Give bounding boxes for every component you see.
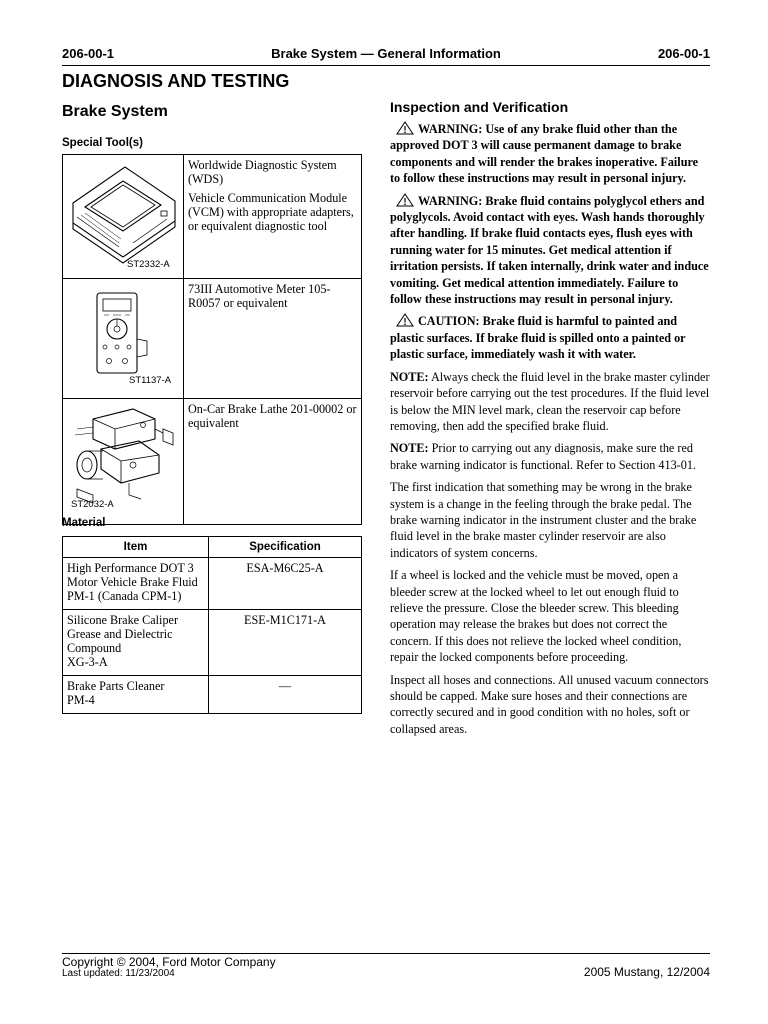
tool-name: Worldwide Diagnostic System (WDS): [188, 158, 337, 186]
material-heading: Material: [62, 517, 106, 529]
tool-row: [63, 399, 362, 525]
header-title: Brake System — General Information: [271, 46, 501, 61]
material-spec: ESA-M6C25-A: [209, 558, 362, 610]
column-header-item: Item: [63, 537, 209, 558]
tool-figure-cell: [63, 399, 184, 525]
model-date-text: 2005 Mustang, 12/2004: [583, 965, 710, 979]
figure-label: ST1137-A: [129, 375, 172, 386]
caution-paragraph: [390, 313, 710, 362]
diagnostic-system-illustration: [63, 155, 183, 273]
material-spec: —: [209, 676, 362, 714]
section-title: Brake System: [62, 103, 168, 120]
caution-triangle-icon: [396, 313, 414, 327]
table-row: [63, 558, 362, 610]
material-item: Brake Parts Cleaner PM-4: [63, 676, 209, 714]
running-header: [62, 46, 710, 64]
tool-figure-cell: [63, 279, 184, 399]
inspection-heading: Inspection and Verification: [390, 99, 569, 115]
special-tools-heading: Special Tool(s): [62, 137, 143, 149]
page-title: DIAGNOSIS AND TESTING: [62, 71, 290, 91]
note-paragraph: [390, 369, 710, 435]
tool-name: On-Car Brake Lathe 201-00002 or equivalent: [188, 402, 357, 430]
body-paragraph: Inspect all hoses and connections. All unused vacuum connectors should be capped. Make sure hoses and their connections are correctly secured and in good condition with no holes, soft or collapsed areas.: [390, 672, 709, 736]
tool-description: [184, 279, 362, 399]
note-label: NOTE:: [390, 441, 429, 456]
warning-paragraph: [390, 121, 710, 187]
tool-description: [184, 155, 362, 279]
tool-description: [184, 399, 362, 525]
body-paragraph: The first indication that something may be wrong in the brake system is a change in the feeling through the brake pedal. The brake warning indicator in the instrument cluster and the brake fluid level in the brake master cylinder reservoir are also indicators of system concerns.: [390, 480, 697, 560]
note-paragraph: [390, 440, 710, 473]
note-label: NOTE:: [390, 369, 429, 384]
material-table: [62, 536, 362, 714]
material-spec: ESE-M1C171-A: [209, 610, 362, 676]
copyright-text: Copyright © 2004, Ford Motor Company: [62, 955, 276, 969]
warning-text: WARNING: Use of any brake fluid other than the approved DOT 3 will cause permanent damage to brake components and will render the brakes inoperative. Failure to follow these instructions may result in personal injury.: [390, 122, 699, 186]
warning-triangle-icon: [396, 193, 414, 207]
figure-label: ST2032-A: [71, 499, 114, 510]
warning-paragraph: [390, 193, 710, 308]
header-section-number-left: 206-00-1: [62, 46, 115, 61]
tool-row: [63, 279, 362, 399]
table-header-row: [63, 537, 362, 558]
tool-figure-cell: [63, 155, 184, 279]
material-item: Silicone Brake Caliper Grease and Dielectric Compound XG-3-A: [63, 610, 209, 676]
warning-text: WARNING: Brake fluid contains polyglycol ethers and polyglycols. Avoid contact with eyes. Wash hands thoroughly after handling. If brake fluid contacts eyes, flush eyes with running water for 15 minutes. Get medical attention if irritation persists. If taken internally, drink water and induce vomiting. Get medical attention immediately. Failure to follow these instructions may result in personal injury.: [390, 193, 709, 307]
header-rule: [62, 65, 710, 66]
header-section-number-right: 206-00-1: [657, 46, 710, 61]
column-header-specification: Specification: [209, 537, 362, 558]
tool-name: 73III Automotive Meter 105-R0057 or equivalent: [188, 282, 331, 310]
note-text: Always check the fluid level in the brake master cylinder reservoir before carrying out the test procedures. If the fluid level is below the MIN level mark, clean the reservoir cap before removing, then add the specified brake fluid.: [390, 369, 710, 433]
tool-row: [63, 155, 362, 279]
inspection-column: [390, 99, 710, 743]
table-row: [63, 610, 362, 676]
footer-rule: [62, 953, 710, 954]
special-tools-table: [62, 154, 362, 525]
material-item: High Performance DOT 3 Motor Vehicle Brake Fluid PM-1 (Canada CPM-1): [63, 558, 209, 610]
caution-text: CAUTION: Brake fluid is harmful to painted and plastic surfaces. If brake fluid is spilled onto a painted or plastic surface, immediately wash it with water.: [390, 314, 686, 362]
note-text: Prior to carrying out any diagnosis, make sure the red brake warning indicator is functional. Refer to Section 413-01.: [390, 441, 696, 472]
last-updated-text: Last updated: 11/23/2004: [62, 968, 175, 979]
tool-detail: Vehicle Communication Module (VCM) with appropriate adapters, or equivalent diagnostic tool: [188, 191, 354, 233]
body-paragraph: If a wheel is locked and the vehicle must be moved, open a bleeder screw at the locked wheel to let out enough fluid to relieve the pressure. Close the bleeder screw. This bleeding operation may release the brakes but does not correct the concern. If this does not relieve the locked wheel condition, repair the locked components before proceeding.: [390, 568, 682, 665]
figure-label: ST2332-A: [127, 259, 170, 270]
table-row: [63, 676, 362, 714]
warning-triangle-icon: [396, 121, 414, 135]
